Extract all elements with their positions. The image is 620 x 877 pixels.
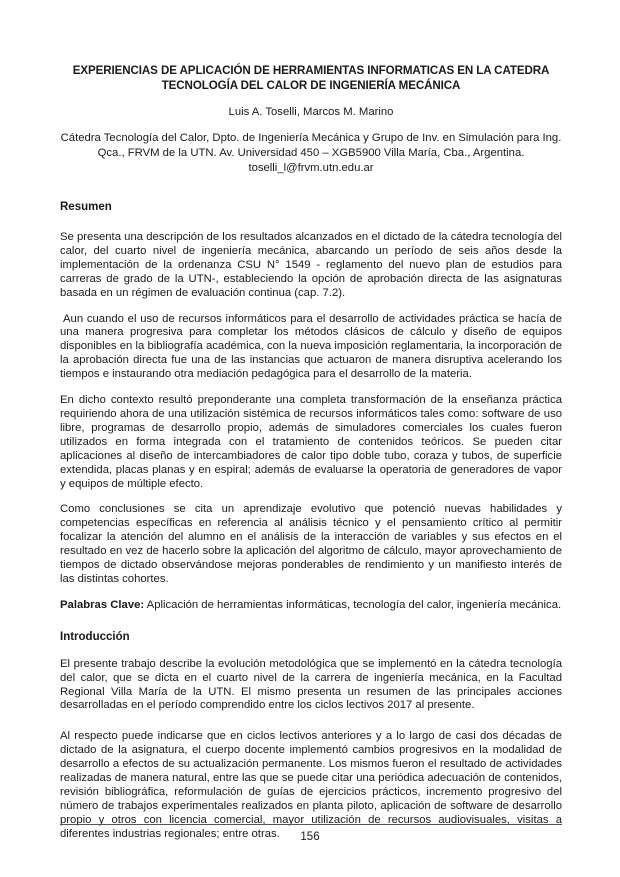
intro-paragraph-2: Al respecto puede indicarse que en ciclos lectivos anteriores y a lo largo de casi dos décadas de dictado de la asignatura, el cuerpo docente implementó cambios progresivos en la modalidad de desarrollo a efectos de su actualización permanente. Los mismos fueron el resultado de actividades realizadas de manera natural, entre las que se puede citar una periódica adecuación de contenidos, revisión bibliográfica, reformulación de guías de ejercicios prácticos, incremento progresivo del número de trabajos experimentales realizados en planta piloto, aplicación de software de desarrollo propio y otros con licencia comercial, mayor utilización de recursos audiovisuales, visitas a diferentes industrias regionales; entre otras.: [60, 730, 562, 840]
keywords: [60, 599, 562, 613]
page-number: 156: [300, 831, 320, 843]
paper-page: [60, 64, 562, 842]
abstract-paragraph-3: En dicho contexto resultó preponderante una completa transformación de la enseñanza práctica requiriendo ahora de una utilización sistémica de recursos informáticos tales como: software de uso libre, programas de desarrollo propio, además de simuladores comerciales los cuales fueron utilizados en forma integrada con el tratamiento de contenidos teóricos. Se pueden citar aplicaciones al diseño de intercambiadores de calor tipo doble tubo, coraza y tubos, de superficie extendida, placas planas y en espiral; además de evaluarse la operatoria de generadores de vapor y equipos de múltiple efecto.: [60, 394, 562, 490]
keywords-label: Palabras Clave:: [60, 598, 145, 611]
affiliation: [60, 131, 562, 176]
keywords-text: Aplicación de herramientas informáticas, tecnología del calor, ingeniería mecánica.: [146, 598, 562, 611]
abstract-paragraph-2: Aun cuando el uso de recursos informáticos para el desarrollo de actividades práctica se hacía de una manera progresiva para completar los métodos clásicos de cálculo y diseño de equipos disponibles en la bibliografía académica, con la nueva imposición reglamentaria, la incorporación de la aprobación directa fue una de las instancias que actuaron de manera disruptiva acelerando los tiempos e instaurando otra mediación pedagógica para el desarrollo de la materia.: [60, 312, 562, 381]
affiliation-text: Cátedra Tecnología del Calor, Dpto. de Ingeniería Mecánica y Grupo de Inv. en Simulación para Ing. Qca., FRVM de la UTN. Av. Universidad 450 – XGB5900 Villa María, Cba., Argentina.: [60, 132, 562, 159]
abstract-paragraph-1: Se presenta una descripción de los resultados alcanzados en el dictado de la cátedra tecnología del calor, del cuarto nivel de ingeniería mecánica, abarcando un período de seis años desde la implementación de la ordenanza CSU N° 1549 - reglamento del nuevo plan de estudios para carreras de grado de la UTN-, estableciendo la opción de aprobación directa de las asignaturas basada en un régimen de evaluación continua (cap. 7.2).: [60, 231, 562, 299]
abstract-heading: Resumen: [60, 201, 112, 213]
paper-title: EXPERIENCIAS DE APLICACIÓN DE HERRAMIENTAS INFORMATICAS EN LA CATEDRA TECNOLOGÍA DEL CALOR DE INGENIERÍA MECÁNICA: [72, 64, 550, 92]
footer-rule: [60, 824, 562, 825]
intro-paragraph-1: El presente trabajo describe la evolución metodológica que se implementó en la cátedra tecnología del calor, que se dicta en el cuarto nivel de la carrera de ingeniería mecánica, en la Facultad Regional Villa María de la UTN. El mismo presenta un resumen de las principales acciones desarrolladas en el período comprendido entre los ciclos lectivos 2017 al presente.: [60, 657, 562, 712]
authors: Luis A. Toselli, Marcos M. Marino: [228, 106, 394, 118]
intro-heading: Introducción: [60, 630, 130, 643]
abstract-paragraph-4: Como conclusiones se cita un aprendizaje evolutivo que potenció nuevas habilidades y competencias específicas en referencia al análisis técnico y el pensamiento crítico al permitir focalizar la atención del alumno en el análisis de la interacción de variables y sus efectos en el resultado en vez de hacerlo sobre la aplicación del algoritmo de cálculo, mayor aprovechamiento de tiempos de dictado observándose mejoras ponderables de rendimiento y un manifiesto interés de las distintas cohortes.: [60, 503, 562, 585]
author-email: toselli_l@frvm.utn.edu.ar: [248, 162, 374, 174]
